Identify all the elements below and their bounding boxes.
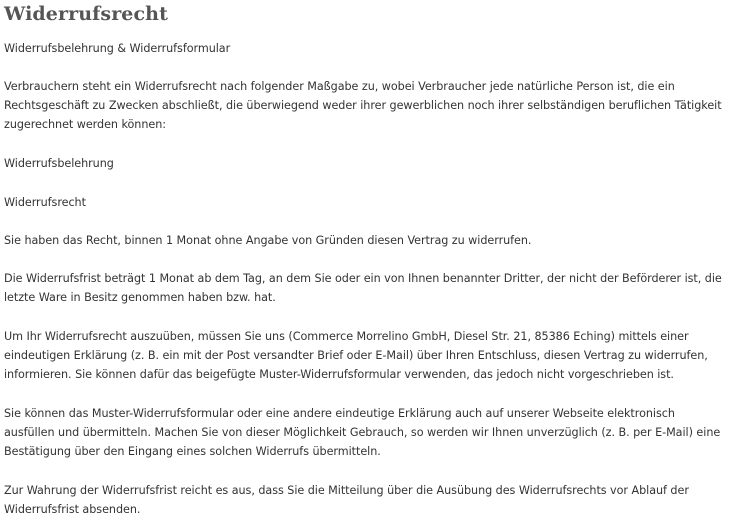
paragraph-subtitle: Widerrufsbelehrung & Widerrufsformular bbox=[4, 42, 231, 55]
paragraph-right-statement: Sie haben das Recht, binnen 1 Monat ohne Angabe von Gründen diesen Vertrag zu widerrufen. bbox=[4, 234, 532, 247]
paragraph-subheading: Widerrufsrecht bbox=[4, 196, 86, 209]
paragraph-intro: Verbrauchern steht ein Widerrufsrecht nach folgender Maßgabe zu, wobei Verbraucher jede natürliche Person ist, die ein Rechtsgeschäft zu Zwecken abschließt, die überwiegend weder ihrer gewerblichen noch ihrer selbständigen beruflichen Tätigkeit zugerechnet werden können: bbox=[4, 80, 722, 132]
page-title: Widerrufsrecht bbox=[4, 3, 168, 25]
paragraph-withdrawal-period: Die Widerrufsfrist beträgt 1 Monat ab dem Tag, an dem Sie oder ein von Ihnen benannter Dritter, der nicht der Beförderer ist, die letzte Ware in Besitz genommen haben bzw. hat. bbox=[4, 272, 722, 305]
paragraph-online-form: Sie können das Muster-Widerrufsformular oder eine andere eindeutige Erklärung auch auf unserer Webseite elektronisch ausfüllen und übermitteln. Machen Sie von dieser Möglichkeit Gebrauch, so werden wir Ihnen unverzüglich (z. B. per E-Mail) eine Bestätigung über den Eingang eines solchen Widerrufs übermitteln. bbox=[4, 407, 721, 459]
paragraph-exercise-right: Um Ihr Widerrufsrecht auszuüben, müssen Sie uns (Commerce Morrelino GmbH, Diesel Str. 21, 85386 Eching) mittels einer eindeutigen Erklärung (z. B. ein mit der Post versandter Brief oder E-Mail) über Ihren Entschluss, diesen Vertrag zu widerrufen, informieren. Sie können dafür das beigefügte Muster-Widerrufsformular verwenden, das jedoch nicht vorgeschrieben ist. bbox=[4, 330, 708, 382]
paragraph-deadline: Zur Wahrung der Widerrufsfrist reicht es aus, dass Sie die Mitteilung über die Ausübung des Widerrufsrechts vor Ablauf der Widerrufsfrist absenden. bbox=[4, 484, 689, 517]
paragraph-section-heading: Widerrufsbelehrung bbox=[4, 157, 114, 170]
